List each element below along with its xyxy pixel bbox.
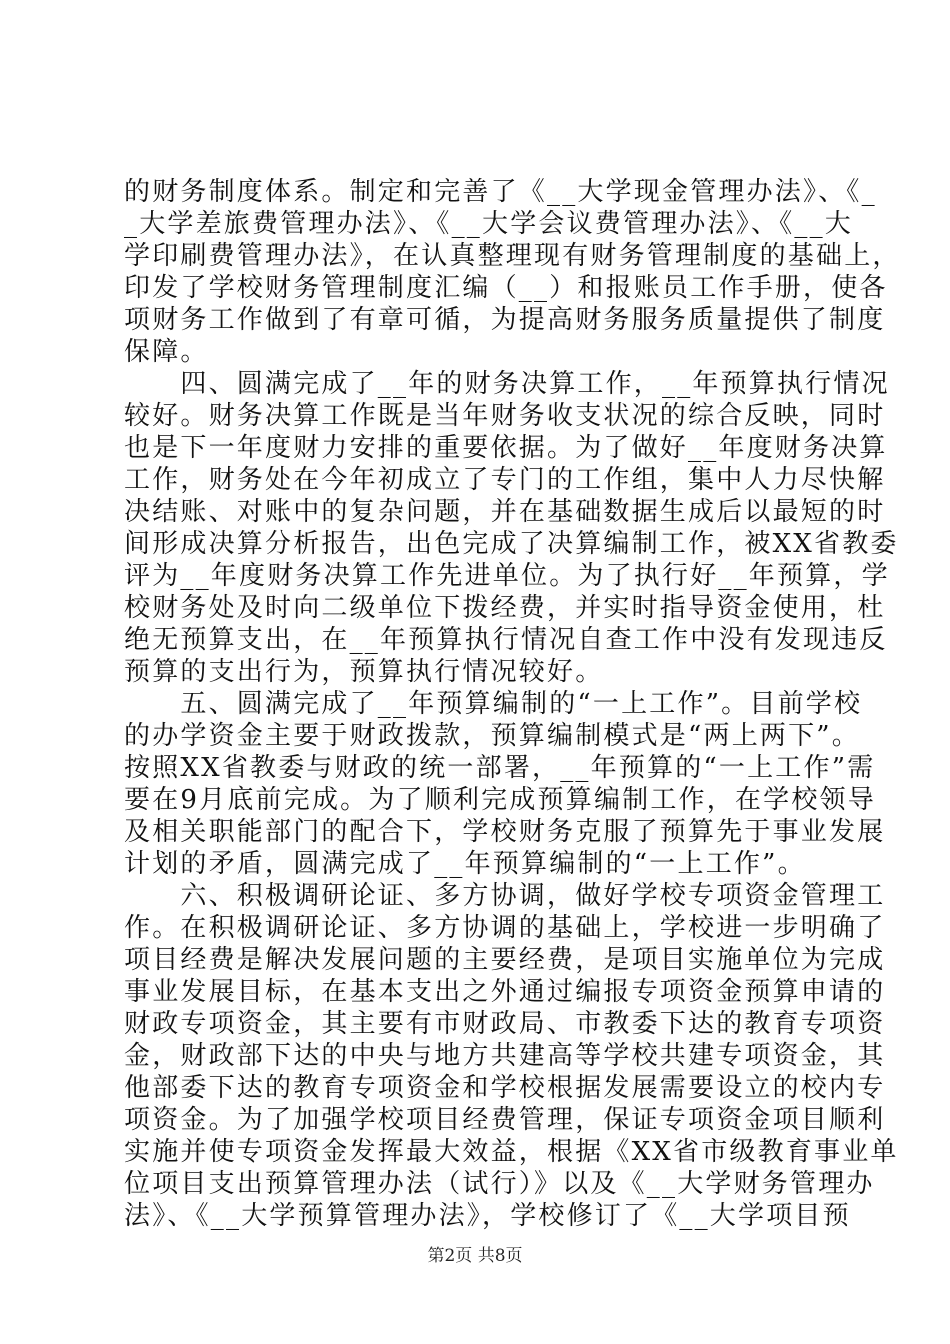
text-line: 位项目支出预算管理办法（试行）》以及《__大学财务管理办 [124,1169,875,1199]
text-line: 金，财政部下达的中央与地方共建高等学校共建专项资金，其 [124,1041,886,1071]
text-line: 四、圆满完成了__年的财务决算工作，__年预算执行情况 [124,369,890,399]
text-line: 决结账、对账中的复杂问题，并在基础数据生成后以最短的时 [124,497,886,527]
text-line: 间形成决算分析报告，出色完成了决算编制工作，被XX省教委 [124,529,899,559]
text-line: 印发了学校财务管理制度汇编（__）和报账员工作手册，使各 [124,273,888,303]
text-line: 学印刷费管理办法》，在认真整理现有财务管理制度的基础上， [124,241,901,271]
text-line: 按照XX省教委与财政的统一部署，__年预算的“一上工作”需 [124,753,876,783]
text-line: _大学差旅费管理办法》、《__大学会议费管理办法》、《__大 [124,209,854,239]
text-line: 法》、《__大学预算管理办法》，学校修订了《__大学项目预 [124,1201,851,1231]
text-line: 校财务处及时向二级单位下拨经费，并实时指导资金使用，杜 [124,593,886,623]
document-body [124,176,901,1232]
text-line: 要在9月底前完成。为了顺利完成预算编制工作，在学校领导 [124,785,876,815]
text-line: 的财务制度体系。制定和完善了《__大学现金管理办法》、《_ [124,177,877,207]
text-line: 他部委下达的教育专项资金和学校根据发展需要设立的校内专 [124,1073,886,1103]
text-line: 评为__年度财务决算工作先进单位。为了执行好__年预算，学 [124,561,890,591]
text-line: 也是下一年度财力安排的重要依据。为了做好__年度财务决算 [124,433,888,463]
text-line: 五、圆满完成了__年预算编制的“一上工作”。目前学校 [124,689,863,719]
text-line: 项资金。为了加强学校项目经费管理，保证专项资金项目顺利 [124,1105,886,1135]
text-line: 项财务工作做到了有章可循，为提高财务服务质量提供了制度 [124,305,886,335]
page-footer: 第2页 共8页 [427,1246,523,1266]
text-line: 作。在积极调研论证、多方协调的基础上，学校进一步明确了 [124,913,886,943]
text-line: 及相关职能部门的配合下，学校财务克服了预算先于事业发展 [124,817,886,847]
text-line: 预算的支出行为，预算执行情况较好。 [124,657,604,687]
text-line: 计划的矛盾，圆满完成了__年预算编制的“一上工作”。 [124,849,806,879]
text-line: 绝无预算支出，在__年预算执行情况自查工作中没有发现违反 [124,625,888,655]
text-line: 项目经费是解决发展问题的主要经费，是项目实施单位为完成 [124,945,886,975]
text-line: 保障。 [124,337,209,367]
text-line: 财政专项资金，其主要有市财政局、市教委下达的教育专项资 [124,1009,886,1039]
text-line: 实施并使专项资金发挥最大效益，根据《XX省市级教育事业单 [124,1137,899,1167]
text-line: 六、积极调研论证、多方协调，做好学校专项资金管理工 [124,881,886,911]
text-line: 工作，财务处在今年初成立了专门的工作组，集中人力尽快解 [124,465,886,495]
text-line: 事业发展目标，在基本支出之外通过编报专项资金预算申请的 [124,977,886,1007]
text-line: 较好。财务决算工作既是当年财务收支状况的综合反映，同时 [124,401,886,431]
text-line: 的办学资金主要于财政拨款，预算编制模式是“两上两下”。 [124,721,860,751]
